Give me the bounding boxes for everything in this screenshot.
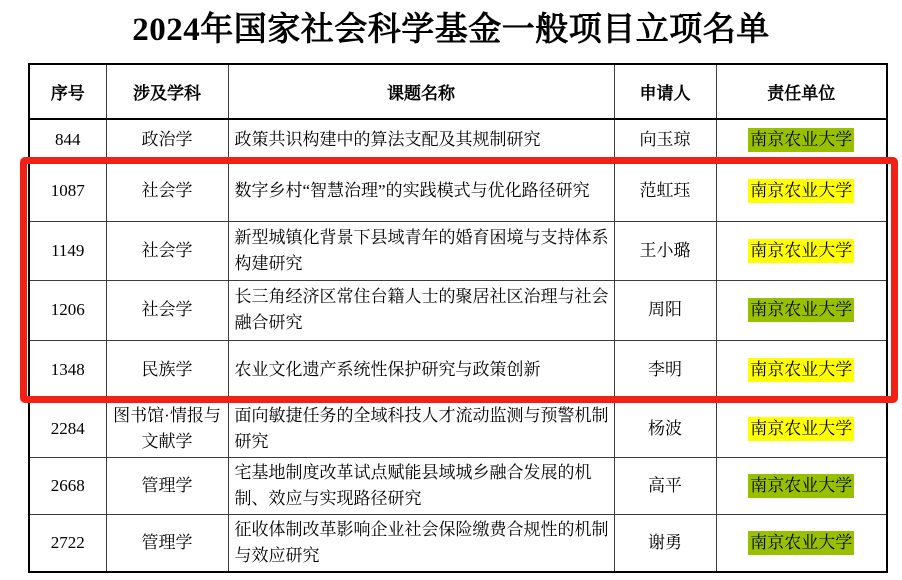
- project-title-cell: 宅基地制度改革试点赋能县域城乡融合发展的机制、效应与实现路径研究: [228, 457, 614, 514]
- header-applicant: 申请人: [614, 64, 716, 119]
- applicant-cell: 高平: [614, 457, 716, 514]
- project-title-cell: 政策共识构建中的算法支配及其规制研究: [228, 119, 614, 161]
- unit-highlight: 南京农业大学: [748, 179, 854, 203]
- table-row: [29, 119, 887, 161]
- discipline-cell: 管理学: [106, 514, 228, 572]
- serial-cell: 2284: [29, 400, 106, 457]
- applicant-cell: 谢勇: [614, 514, 716, 572]
- project-title-cell: 数字乡村“智慧治理”的实践模式与优化路径研究: [228, 161, 614, 221]
- discipline-cell: 民族学: [106, 340, 228, 400]
- table-row: [29, 514, 887, 572]
- discipline-cell: 管理学: [106, 457, 228, 514]
- serial-cell: 844: [29, 119, 106, 161]
- unit-cell: [716, 161, 887, 221]
- unit-cell: [716, 119, 887, 161]
- applicant-cell: 范虹珏: [614, 161, 716, 221]
- header-serial: 序号: [29, 64, 106, 119]
- unit-highlight: 南京农业大学: [748, 474, 854, 498]
- applicant-cell: 向玉琼: [614, 119, 716, 161]
- table-row: [29, 161, 887, 221]
- unit-highlight: 南京农业大学: [748, 128, 854, 152]
- table-row: [29, 221, 887, 280]
- page-title: 2024年国家社会科学基金一般项目立项名单: [132, 12, 770, 48]
- unit-highlight: 南京农业大学: [748, 298, 854, 322]
- header-project-title: 课题名称: [228, 64, 614, 119]
- unit-cell: [716, 514, 887, 572]
- project-title-cell: 新型城镇化背景下县域青年的婚育困境与支持体系构建研究: [228, 221, 614, 280]
- applicant-cell: 王小璐: [614, 221, 716, 280]
- table-row: [29, 457, 887, 514]
- applicant-cell: 周阳: [614, 280, 716, 340]
- table-row: [29, 280, 887, 340]
- serial-cell: 1348: [29, 340, 106, 400]
- unit-highlight: 南京农业大学: [748, 531, 854, 555]
- serial-cell: 1087: [29, 161, 106, 221]
- unit-highlight: 南京农业大学: [748, 417, 854, 441]
- discipline-cell: 社会学: [106, 221, 228, 280]
- applicant-cell: 杨波: [614, 400, 716, 457]
- header-discipline: 涉及学科: [106, 64, 228, 119]
- applicant-cell: 李明: [614, 340, 716, 400]
- serial-cell: 2668: [29, 457, 106, 514]
- unit-highlight: 南京农业大学: [748, 358, 854, 382]
- serial-cell: 1206: [29, 280, 106, 340]
- project-title-cell: 面向敏捷任务的全域科技人才流动监测与预警机制研究: [228, 400, 614, 457]
- header-unit: 责任单位: [716, 64, 887, 119]
- project-title-cell: 征收体制改革影响企业社会保险缴费合规性的机制与效应研究: [228, 514, 614, 572]
- project-title-cell: 长三角经济区常住台籍人士的聚居社区治理与社会融合研究: [228, 280, 614, 340]
- discipline-cell: 政治学: [106, 119, 228, 161]
- discipline-cell: 图书馆·情报与文献学: [106, 400, 228, 457]
- unit-cell: [716, 457, 887, 514]
- unit-highlight: 南京农业大学: [748, 239, 854, 263]
- unit-cell: [716, 340, 887, 400]
- table-header-row: [29, 64, 887, 119]
- table-row: [29, 400, 887, 457]
- discipline-cell: 社会学: [106, 280, 228, 340]
- table-row: [29, 340, 887, 400]
- grant-table: [28, 63, 888, 573]
- unit-cell: [716, 221, 887, 280]
- unit-cell: [716, 280, 887, 340]
- serial-cell: 2722: [29, 514, 106, 572]
- project-title-cell: 农业文化遗产系统性保护研究与政策创新: [228, 340, 614, 400]
- serial-cell: 1149: [29, 221, 106, 280]
- discipline-cell: 社会学: [106, 161, 228, 221]
- unit-cell: [716, 400, 887, 457]
